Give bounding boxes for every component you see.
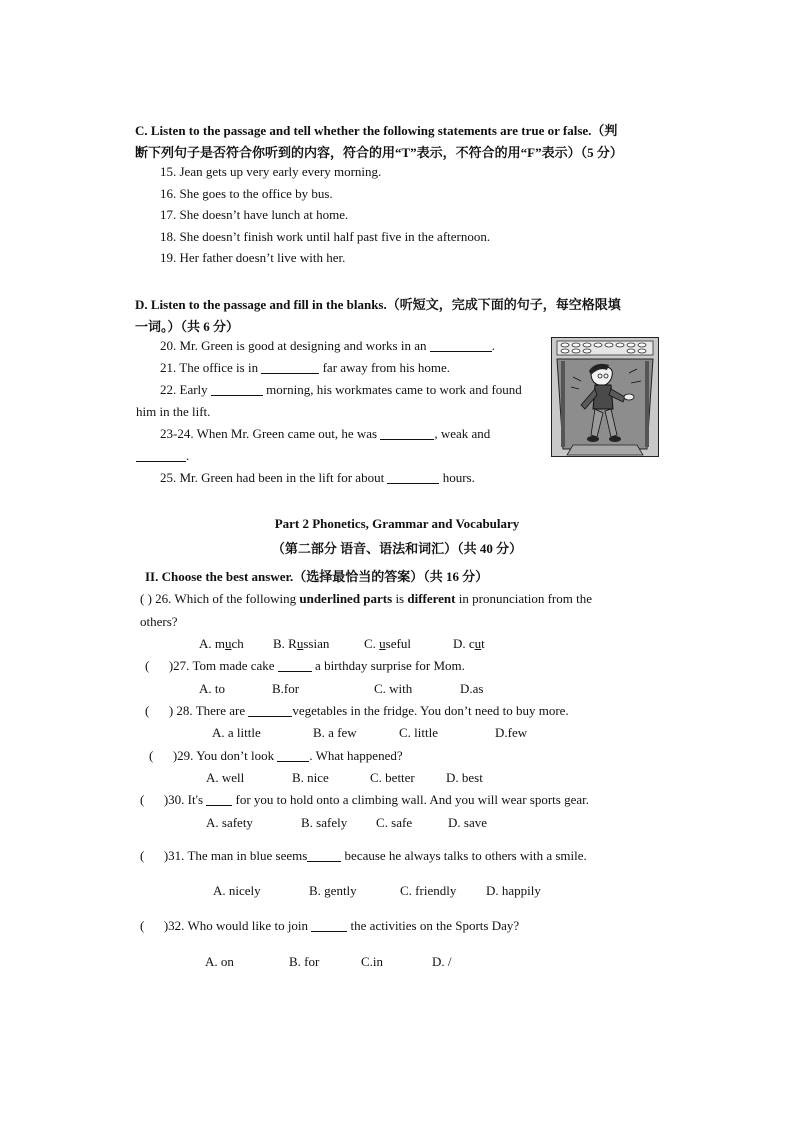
q28-option-c[interactable]: C. little <box>399 725 438 740</box>
q30-option-b[interactable]: B. safely <box>301 815 348 830</box>
answer-paren-31[interactable]: ( <box>140 848 164 863</box>
answer-paren-29[interactable]: ( <box>149 748 173 763</box>
man-in-lift-illustration <box>551 337 659 457</box>
statement-16: 16. She goes to the office by bus. <box>160 186 333 201</box>
answer-paren-27[interactable]: ( <box>145 658 169 673</box>
question-23-24: 23-24. When Mr. Green came out, he was , weak and <box>160 426 491 441</box>
answer-paren-30[interactable]: ( <box>140 792 164 807</box>
q29-option-d[interactable]: D. best <box>446 770 483 785</box>
question-32: ( )32. Who would like to join the activities on the Sports Day? <box>140 918 520 933</box>
q29-option-c[interactable]: C. better <box>370 770 415 785</box>
question-30: ( )30. It's for you to hold onto a climbing wall. And you will wear sports gear. <box>140 792 589 807</box>
question-26: ( ) 26. Which of the following underlined parts is different in pronunciation from the <box>140 591 592 606</box>
question-20: 20. Mr. Green is good at designing and works in an . <box>160 338 495 353</box>
answer-blank-24[interactable] <box>136 449 186 462</box>
question-27: ( )27. Tom made cake a birthday surprise for Mom. <box>145 658 465 673</box>
q30-option-a[interactable]: A. safety <box>206 815 253 830</box>
q27-option-c[interactable]: C. with <box>374 681 413 696</box>
question-21: 21. The office is in far away from his home. <box>160 360 451 375</box>
q26-option-b[interactable]: B. Russian <box>273 636 330 651</box>
q30-option-d[interactable]: D. save <box>448 815 487 830</box>
question-26-cont: others? <box>140 614 178 629</box>
part-2-title: Part 2 Phonetics, Grammar and Vocabulary <box>274 516 520 531</box>
answer-blank-25[interactable] <box>387 471 439 484</box>
section-c-header-line1: C. Listen to the passage and tell whether the following statements are true or false.（判 <box>135 123 618 138</box>
q31-option-d[interactable]: D. happily <box>486 883 541 898</box>
answer-paren-32[interactable]: ( <box>140 918 164 933</box>
q32-option-c[interactable]: C.in <box>361 954 384 969</box>
question-31: ( )31. The man in blue seems because he always talks to others with a smile. <box>140 848 587 863</box>
answer-blank-27 <box>278 659 312 672</box>
answer-blank-32 <box>311 919 347 932</box>
q27-option-d[interactable]: D.as <box>460 681 484 696</box>
question-22: 22. Early morning, his workmates came to work and found <box>160 382 522 397</box>
statement-18: 18. She doesn’t finish work until half past five in the afternoon. <box>160 229 491 244</box>
answer-paren-26[interactable]: ( ) <box>140 591 152 606</box>
answer-blank-31 <box>307 849 341 862</box>
answer-blank-22[interactable] <box>211 383 263 396</box>
q32-option-d[interactable]: D. / <box>432 954 452 969</box>
answer-blank-30 <box>206 793 232 806</box>
answer-blank-23[interactable] <box>380 427 434 440</box>
section-d-header-line2: 一词。）（共 6 分） <box>135 319 240 334</box>
question-23-24-cont: . <box>136 448 189 464</box>
q32-option-a[interactable]: A. on <box>205 954 234 969</box>
q31-option-a[interactable]: A. nicely <box>213 883 261 898</box>
q27-option-b[interactable]: B.for <box>272 681 300 696</box>
answer-blank-28 <box>248 704 292 717</box>
answer-paren-28[interactable]: ( <box>145 703 169 718</box>
q28-option-b[interactable]: B. a few <box>313 725 357 740</box>
q29-option-a[interactable]: A. well <box>206 770 245 785</box>
q31-option-c[interactable]: C. friendly <box>400 883 457 898</box>
q32-option-b[interactable]: B. for <box>289 954 320 969</box>
section-c-header-line2: 断下列句子是否符合你听到的内容，符合的用“T”表示，不符合的用“F”表示）（5 分） <box>135 145 623 160</box>
question-29: ( )29. You don’t look . What happened? <box>149 748 403 763</box>
question-22-cont: him in the lift. <box>136 404 211 419</box>
answer-blank-21[interactable] <box>261 361 319 374</box>
statement-17: 17. She doesn’t have lunch at home. <box>160 207 349 222</box>
q31-option-b[interactable]: B. gently <box>309 883 357 898</box>
statement-19: 19. Her father doesn’t live with her. <box>160 250 346 265</box>
answer-blank-20[interactable] <box>430 339 492 352</box>
q26-option-d[interactable]: D. cut <box>453 636 485 651</box>
question-28: ( ) 28. There are vegetables in the fridge. You don’t need to buy more. <box>145 703 569 718</box>
q29-option-b[interactable]: B. nice <box>292 770 329 785</box>
answer-blank-29 <box>277 749 309 762</box>
part-2-subtitle: （第二部分 语音、语法和词汇）（共 40 分） <box>271 541 523 556</box>
q26-option-c[interactable]: C. useful <box>364 636 411 651</box>
q28-option-a[interactable]: A. a little <box>212 725 261 740</box>
q30-option-c[interactable]: C. safe <box>376 815 413 830</box>
section-d-header-line1: D. Listen to the passage and fill in the blanks.（听短文，完成下面的句子，每空格限填 <box>135 297 621 312</box>
section-ii-header: II. Choose the best answer.（选择最恰当的答案）（共 16 分） <box>145 569 489 584</box>
statement-15: 15. Jean gets up very early every morning. <box>160 164 382 179</box>
q27-option-a[interactable]: A. to <box>199 681 225 696</box>
q26-option-a[interactable]: A. much <box>199 636 244 651</box>
question-25: 25. Mr. Green had been in the lift for about hours. <box>160 470 475 485</box>
q28-option-d[interactable]: D.few <box>495 725 528 740</box>
